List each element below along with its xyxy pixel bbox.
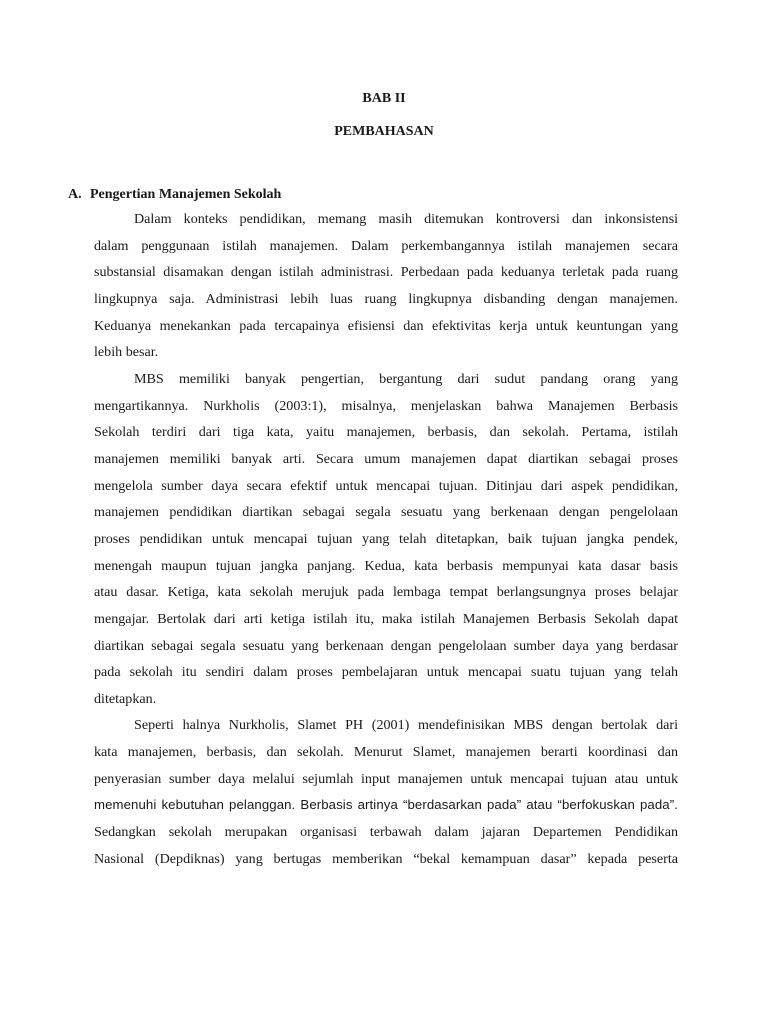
text-line: ditetapkan. xyxy=(94,690,157,707)
body-text xyxy=(94,206,678,872)
text-line: mengelola sumber daya secara efektif untuk mencapai tujuan. Ditinjau dari aspek pendidikan, xyxy=(94,477,678,494)
chapter-number: BAB II xyxy=(362,91,406,106)
text-line: penyerasian sumber daya melalui sejumlah input manajemen untuk mencapai tujuan atau untuk xyxy=(94,770,678,787)
text-line: manajemen memiliki banyak arti. Secara umum manajemen dapat diartikan sebagai proses xyxy=(94,450,678,467)
paragraph xyxy=(94,366,678,713)
text-line: Nasional (Depdiknas) yang bertugas memberikan “bekal kemampuan dasar” kepada peserta xyxy=(94,850,678,867)
paragraph xyxy=(94,712,678,872)
text-line: kata manajemen, berbasis, dan sekolah. Menurut Slamet, manajemen berarti koordinasi dan xyxy=(94,744,678,761)
section-heading xyxy=(68,186,281,204)
section-title: Pengertian Manajemen Sekolah xyxy=(90,187,282,202)
text-line: lebih besar. xyxy=(94,344,159,361)
text-line: mengartikannya. Nurkholis (2003:1), misalnya, menjelaskan bahwa Manajemen Berbasis xyxy=(94,397,678,414)
text-line: lingkupnya saja. Administrasi lebih luas ruang lingkupnya disbanding dengan manajemen. xyxy=(94,290,678,307)
text-line: MBS memiliki banyak pengertian, bergantung dari sudut pandang orang yang xyxy=(134,370,678,387)
text-line: manajemen pendidikan diartikan sebagai segala sesuatu yang berkenaan dengan pengelolaan xyxy=(94,504,678,521)
text-line: substansial disamakan dengan istilah administrasi. Perbedaan pada keduanya terletak pada ruang xyxy=(94,264,678,281)
text-line: mengajar. Bertolak dari arti ketiga istilah itu, maka istilah Manajemen Berbasis Sekolah dapat xyxy=(94,610,678,627)
text-line: proses pendidikan untuk mencapai tujuan yang telah ditetapkan, baik tujuan jangka pendek, xyxy=(94,530,678,547)
paragraph xyxy=(94,206,678,366)
text-line: Keduanya menekankan pada tercapainya efisiensi dan efektivitas kerja untuk keuntungan yang xyxy=(94,317,678,334)
text-line: diartikan sebagai segala sesuatu yang berkenaan dengan pengelolaan sumber daya yang berdasar xyxy=(94,637,678,654)
section-letter: A. xyxy=(68,187,82,202)
text-line: dalam penggunaan istilah manajemen. Dalam perkembangannya istilah manajemen secara xyxy=(94,237,678,254)
text-line: Dalam konteks pendidikan, memang masih ditemukan kontroversi dan inkonsistensi xyxy=(134,211,678,227)
text-line: Sedangkan sekolah merupakan organisasi terbawah dalam jajaran Departemen Pendidikan xyxy=(94,824,678,841)
text-line: Seperti halnya Nurkholis, Slamet PH (2001) mendefinisikan MBS dengan bertolak dari xyxy=(134,717,678,734)
text-line: menengah maupun tujuan jangka panjang. Kedua, kata berbasis mempunyai kata dasar basis xyxy=(94,557,678,574)
text-line: atau dasar. Ketiga, kata sekolah merujuk pada lembaga tempat berlangsungnya proses belajar xyxy=(94,584,678,601)
text-line: memenuhi kebutuhan pelanggan. Berbasis artinya “berdasarkan pada” atau “berfokuskan pada”. xyxy=(94,797,678,813)
text-line: Sekolah terdiri dari tiga kata, yaitu manajemen, berbasis, dan sekolah. Pertama, istilah xyxy=(94,424,678,441)
chapter-title: PEMBAHASAN xyxy=(334,124,434,139)
text-line: pada sekolah itu sendiri dalam proses pembelajaran untuk mencapai suatu tujuan yang telah xyxy=(94,664,678,681)
